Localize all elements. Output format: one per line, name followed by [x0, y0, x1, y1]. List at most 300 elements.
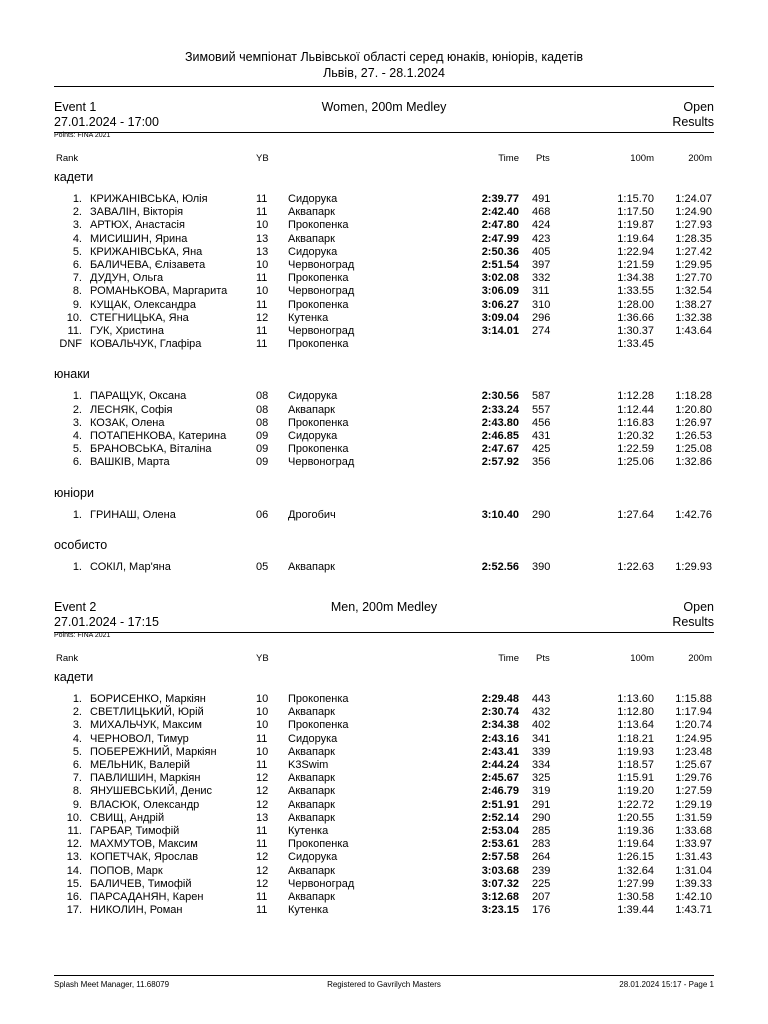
col-pts-header: Pts — [536, 653, 550, 664]
points-cell: 405 — [532, 245, 551, 258]
name-cell: МЕЛЬНИК, Валерій — [90, 759, 191, 771]
event-header-line — [54, 100, 714, 116]
split-200m-cell: 1:24.07 — [675, 193, 712, 205]
rank-cell: 1. — [72, 693, 82, 705]
split-100m-cell: 1:20.55 — [617, 811, 654, 824]
group-title: особисто — [54, 537, 108, 552]
table-row — [54, 706, 714, 719]
name-cell: БАЛИЧЕВА, Єлізавета — [90, 259, 206, 271]
name-cell: КОЗАК, Олена — [90, 416, 165, 429]
event-status: Results — [672, 115, 714, 129]
table-row — [54, 719, 714, 732]
rank-cell: 9. — [72, 298, 82, 311]
club-cell: Кутенка — [288, 311, 329, 324]
club-cell: Червоноград — [288, 259, 355, 271]
split-100m-cell: 1:19.87 — [617, 219, 654, 232]
split-100m-cell: 1:33.45 — [617, 338, 654, 351]
footer-registration: Registered to Gavrilych Masters — [327, 980, 441, 989]
year-cell: 10 — [256, 693, 269, 705]
split-200m-cell: 1:32.54 — [675, 285, 712, 298]
table-row — [54, 338, 714, 351]
split-200m-cell: 1:25.08 — [675, 443, 712, 456]
split-200m-cell: 1:39.33 — [675, 877, 712, 890]
split-100m-cell: 1:18.57 — [617, 759, 654, 771]
table-row — [54, 509, 714, 522]
time-cell: 2:45.67 — [481, 772, 519, 785]
split-100m-cell: 1:19.36 — [617, 825, 654, 837]
split-100m-cell: 1:27.64 — [617, 508, 654, 521]
club-cell: Аквапарк — [288, 560, 335, 573]
split-200m-cell: 1:15.88 — [675, 693, 712, 705]
year-cell: 11 — [256, 732, 268, 745]
club-cell: Аквапарк — [288, 798, 335, 811]
table-row — [54, 430, 714, 443]
year-cell: 08 — [256, 416, 269, 429]
club-cell: K3Swim — [288, 759, 329, 771]
rank-cell: 1. — [72, 193, 82, 205]
time-cell: 3:06.09 — [481, 285, 519, 298]
name-cell: ГУК, Христина — [90, 325, 164, 337]
time-cell: 3:02.08 — [481, 272, 519, 285]
split-200m-cell: 1:32.38 — [675, 311, 712, 324]
col-yb-header: YB — [256, 153, 269, 164]
split-100m-cell: 1:15.91 — [617, 772, 654, 785]
points-cell: 402 — [532, 719, 551, 732]
name-cell: РОМАНЬКОВА, Маргарита — [90, 285, 228, 298]
split-100m-cell: 1:17.50 — [617, 206, 654, 219]
table-row — [54, 799, 714, 812]
points-cell: 397 — [532, 259, 551, 271]
year-cell: 09 — [256, 456, 269, 469]
name-cell: ПАВЛИШИН, Маркіян — [90, 772, 201, 785]
name-cell: ПАРСАДАНЯН, Карен — [90, 891, 204, 903]
rank-cell: 17. — [66, 904, 82, 917]
points-cell: 332 — [532, 272, 551, 285]
col-pts-header: Pts — [536, 153, 550, 164]
footer-rule — [54, 975, 714, 976]
rank-cell: 5. — [72, 245, 82, 258]
rank-cell: 10. — [66, 811, 82, 824]
points-cell: 468 — [532, 206, 551, 219]
table-row — [54, 693, 714, 706]
split-100m-cell: 1:19.93 — [617, 745, 654, 758]
name-cell: СВИЩ, Андрій — [90, 811, 165, 824]
event-category: Open — [683, 600, 714, 614]
table-row — [54, 851, 714, 864]
group-title: юнаки — [54, 367, 90, 382]
year-cell: 05 — [256, 560, 269, 573]
split-200m-cell: 1:18.28 — [675, 390, 712, 403]
time-cell: 2:51.91 — [481, 798, 519, 811]
club-cell: Прокопенка — [288, 443, 349, 456]
split-200m-cell: 1:27.70 — [675, 272, 712, 285]
name-cell: ГРИНАШ, Олена — [90, 508, 176, 521]
rank-cell: 1. — [72, 508, 82, 521]
table-row — [54, 246, 714, 259]
time-cell: 3:07.32 — [481, 877, 519, 890]
rank-cell: 15. — [66, 877, 82, 890]
points-cell: 431 — [532, 430, 551, 442]
split-100m-cell: 1:15.70 — [617, 193, 654, 205]
table-row — [54, 443, 714, 456]
table-row — [54, 325, 714, 338]
year-cell: 10 — [256, 719, 269, 732]
club-cell: Прокопенка — [288, 298, 349, 311]
club-cell: Аквапарк — [288, 206, 335, 219]
split-200m-cell: 1:28.35 — [675, 232, 712, 245]
time-cell: 2:52.56 — [481, 560, 519, 573]
time-cell: 2:34.38 — [481, 719, 519, 732]
points-cell: 285 — [532, 825, 551, 837]
year-cell: 11 — [256, 272, 268, 285]
year-cell: 12 — [256, 785, 269, 798]
rank-cell: 8. — [72, 785, 82, 798]
name-cell: ВАШКІВ, Марта — [90, 456, 170, 469]
points-cell: 424 — [532, 219, 551, 232]
split-100m-cell: 1:19.20 — [617, 785, 654, 798]
table-row — [54, 865, 714, 878]
name-cell: БРАНОВСЬКА, Віталіна — [90, 443, 212, 456]
year-cell: 13 — [256, 232, 269, 245]
points-cell: 283 — [532, 838, 551, 851]
split-200m-cell: 1:20.80 — [675, 403, 712, 416]
split-100m-cell: 1:26.15 — [617, 851, 654, 864]
club-cell: Кутенка — [288, 825, 329, 837]
points-cell: 334 — [532, 759, 551, 771]
name-cell: КОПЕТЧАК, Ярослав — [90, 851, 199, 864]
table-row — [54, 878, 714, 891]
points-cell: 225 — [532, 877, 551, 890]
rank-cell: 1. — [72, 390, 82, 403]
points-cell: 423 — [532, 232, 551, 245]
club-cell: Аквапарк — [288, 864, 335, 877]
name-cell: МАХМУТОВ, Максим — [90, 838, 198, 851]
split-100m-cell: 1:13.60 — [617, 693, 654, 705]
time-cell: 2:29.48 — [481, 693, 519, 705]
name-cell: ЗАВАЛІН, Вікторія — [90, 206, 184, 219]
split-200m-cell: 1:24.90 — [675, 206, 712, 219]
club-cell: Прокопенка — [288, 272, 349, 285]
col-yb-header: YB — [256, 653, 269, 664]
split-100m-cell: 1:13.64 — [617, 719, 654, 732]
rank-cell: 4. — [72, 232, 82, 245]
split-200m-cell: 1:42.76 — [675, 508, 712, 521]
club-cell: Аквапарк — [288, 706, 335, 719]
club-cell: Сидорука — [288, 732, 338, 745]
time-cell: 2:53.61 — [481, 838, 519, 851]
footer-software: Splash Meet Manager, 11.68079 — [54, 980, 170, 989]
year-cell: 10 — [256, 219, 269, 232]
points-cell: 319 — [532, 785, 551, 798]
table-row — [54, 206, 714, 219]
year-cell: 11 — [256, 193, 268, 205]
club-cell: Прокопенка — [288, 338, 349, 351]
name-cell: КРИЖАНІВСЬКА, Юлія — [90, 193, 208, 205]
points-cell: 341 — [532, 732, 551, 745]
split-200m-cell: 1:42.10 — [675, 891, 712, 903]
split-100m-cell: 1:12.28 — [617, 390, 654, 403]
table-row — [54, 417, 714, 430]
rank-cell: 13. — [66, 851, 82, 864]
event-name: Men, 200m Medley — [330, 600, 438, 614]
points-cell: 390 — [532, 560, 551, 573]
table-row — [54, 456, 714, 469]
split-200m-cell: 1:26.53 — [675, 430, 712, 442]
year-cell: 10 — [256, 285, 269, 298]
event-rule — [54, 132, 714, 133]
points-cell: 207 — [532, 891, 551, 903]
name-cell: БАЛИЧЕВ, Тимофій — [90, 877, 192, 890]
points-cell: 176 — [532, 904, 551, 917]
split-200m-cell: 1:38.27 — [675, 298, 712, 311]
name-cell: КРИЖАНІВСЬКА, Яна — [90, 245, 203, 258]
split-200m-cell: 1:32.86 — [675, 456, 712, 469]
points-cell: 274 — [532, 325, 551, 337]
col-200m-header: 200m — [688, 653, 712, 664]
points-cell: 290 — [532, 811, 551, 824]
meet-subtitle: Львів, 27. - 28.1.2024 — [323, 66, 445, 80]
name-cell: АРТЮХ, Анастасія — [90, 219, 185, 232]
points-cell: 311 — [532, 285, 550, 298]
time-cell: 3:12.68 — [481, 891, 519, 903]
year-cell: 11 — [256, 904, 268, 917]
year-cell: 12 — [256, 798, 269, 811]
table-row — [54, 219, 714, 232]
club-cell: Аквапарк — [288, 772, 335, 785]
time-cell: 2:50.36 — [481, 245, 519, 258]
split-100m-cell: 1:30.37 — [617, 325, 654, 337]
time-cell: 2:42.40 — [481, 206, 519, 219]
year-cell: 11 — [256, 325, 268, 337]
points-cell: 239 — [532, 864, 551, 877]
table-row — [54, 812, 714, 825]
club-cell: Аквапарк — [288, 745, 335, 758]
name-cell: СОКІЛ, Мар'яна — [90, 560, 171, 573]
year-cell: 11 — [256, 759, 268, 771]
time-cell: 2:30.74 — [481, 706, 519, 719]
table-row — [54, 404, 714, 417]
club-cell: Аквапарк — [288, 785, 335, 798]
points-cell: 356 — [532, 456, 551, 469]
event-datetime-line — [54, 615, 714, 631]
split-200m-cell: 1:31.04 — [675, 864, 712, 877]
club-cell: Аквапарк — [288, 811, 335, 824]
year-cell: 09 — [256, 443, 269, 456]
table-row — [54, 285, 714, 298]
name-cell: ПОТАПЕНКОВА, Катерина — [90, 430, 227, 442]
name-cell: КУЩАК, Олександра — [90, 298, 196, 311]
event-category: Open — [683, 100, 714, 114]
rank-cell: 2. — [72, 706, 82, 719]
event-header-line — [54, 600, 714, 616]
split-100m-cell: 1:19.64 — [617, 838, 654, 851]
split-100m-cell: 1:22.94 — [617, 245, 654, 258]
event-datetime-line — [54, 115, 714, 131]
meet-title: Зимовий чемпіонат Львівської області серед юнаків, юніорів, кадетів — [184, 50, 584, 64]
column-headers — [54, 153, 714, 165]
club-cell: Прокопенка — [288, 219, 349, 232]
rank-cell: 7. — [72, 772, 82, 785]
split-200m-cell: 1:29.93 — [675, 560, 712, 573]
event-datetime: 27.01.2024 - 17:00 — [54, 115, 159, 129]
club-cell: Червоноград — [288, 325, 355, 337]
rank-cell: 3. — [72, 416, 82, 429]
table-row — [54, 312, 714, 325]
year-cell: 13 — [256, 811, 269, 824]
column-headers — [54, 653, 714, 665]
name-cell: ЯНУШЕВСЬКИЙ, Денис — [90, 785, 213, 798]
table-row — [54, 390, 714, 403]
time-cell: 2:39.77 — [481, 193, 519, 205]
points-cell: 325 — [532, 772, 551, 785]
split-200m-cell: 1:27.42 — [675, 245, 712, 258]
year-cell: 11 — [256, 825, 268, 837]
year-cell: 11 — [256, 891, 268, 903]
time-cell: 2:47.67 — [481, 443, 519, 456]
table-row — [54, 838, 714, 851]
points-cell: 425 — [532, 443, 551, 456]
time-cell: 2:52.14 — [481, 811, 519, 824]
year-cell: 12 — [256, 311, 269, 324]
points-cell: 432 — [532, 706, 551, 719]
rank-cell: 2. — [72, 403, 82, 416]
split-200m-cell: 1:17.94 — [675, 706, 712, 719]
split-100m-cell: 1:36.66 — [617, 311, 654, 324]
year-cell: 12 — [256, 772, 269, 785]
event-datetime: 27.01.2024 - 17:15 — [54, 615, 159, 629]
points-cell: 264 — [532, 851, 551, 864]
split-100m-cell: 1:32.64 — [617, 864, 654, 877]
time-cell: 2:44.24 — [481, 759, 519, 771]
page-footer — [54, 980, 714, 990]
group-title: кадети — [54, 670, 94, 684]
name-cell: ЛЕСНЯК, Софія — [90, 403, 173, 416]
col-rank-header: Rank — [56, 653, 79, 664]
year-cell: 10 — [256, 259, 269, 271]
name-cell: КОВАЛЬЧУК, Глафіра — [90, 338, 202, 351]
event-number: Event 2 — [54, 600, 97, 614]
club-cell: Червоноград — [288, 285, 355, 298]
split-100m-cell: 1:22.72 — [617, 798, 654, 811]
year-cell: 11 — [256, 298, 268, 311]
rank-cell: 3. — [72, 719, 82, 732]
table-row — [54, 904, 714, 917]
rank-cell: 11. — [67, 825, 82, 837]
header-rule — [54, 86, 714, 87]
year-cell: 12 — [256, 851, 269, 864]
club-cell: Сидорука — [288, 193, 338, 205]
name-cell: ДУДУН, Ольга — [90, 272, 164, 285]
table-row — [54, 746, 714, 759]
points-cell: 290 — [532, 508, 551, 521]
rank-cell: 1. — [72, 560, 82, 573]
time-cell: 2:47.99 — [481, 232, 519, 245]
points-cell: 296 — [532, 311, 551, 324]
split-100m-cell: 1:39.44 — [617, 904, 654, 917]
rank-cell: 9. — [72, 798, 82, 811]
time-cell: 2:51.54 — [481, 259, 519, 271]
event-number: Event 1 — [54, 100, 97, 114]
club-cell: Червоноград — [288, 456, 355, 469]
year-cell: 11 — [256, 838, 268, 851]
rank-cell: 6. — [72, 456, 82, 469]
rank-cell: 10. — [66, 311, 82, 324]
group-title: юніори — [54, 485, 94, 500]
rank-cell: 16. — [66, 891, 82, 903]
group-title: кадети — [54, 170, 94, 184]
points-system: Points: FINA 2021 — [54, 632, 111, 639]
table-row — [54, 561, 714, 574]
name-cell: СВЕТЛИЦЬКИЙ, Юрій — [90, 706, 204, 719]
club-cell: Кутенка — [288, 904, 329, 917]
name-cell: БОРИСЕНКО, Маркіян — [90, 693, 206, 705]
points-cell: 456 — [532, 416, 551, 429]
name-cell: МИСИШИН, Ярина — [90, 232, 188, 245]
footer-page-info: 28.01.2024 15:17 - Page 1 — [619, 980, 714, 989]
time-cell: 3:06.27 — [481, 298, 519, 311]
split-200m-cell: 1:33.68 — [675, 825, 712, 837]
split-200m-cell: 1:43.64 — [675, 325, 712, 337]
split-200m-cell: 1:24.95 — [675, 732, 712, 745]
split-200m-cell: 1:29.95 — [675, 259, 712, 271]
col-200m-header: 200m — [688, 153, 712, 164]
table-row — [54, 272, 714, 285]
club-cell: Аквапарк — [288, 891, 335, 903]
year-cell: 11 — [256, 206, 268, 219]
rank-cell: 6. — [72, 259, 82, 271]
col-time-header: Time — [498, 153, 519, 164]
table-row — [54, 259, 714, 272]
club-cell: Аквапарк — [288, 232, 335, 245]
split-100m-cell: 1:22.59 — [617, 443, 654, 456]
club-cell: Червоноград — [288, 877, 355, 890]
split-100m-cell: 1:20.32 — [617, 430, 654, 442]
time-cell: 2:47.80 — [481, 219, 519, 232]
split-200m-cell: 1:31.59 — [675, 811, 712, 824]
event-status: Results — [672, 615, 714, 629]
points-cell: 291 — [532, 798, 551, 811]
year-cell: 13 — [256, 245, 269, 258]
club-cell: Сидорука — [288, 245, 338, 258]
split-200m-cell: 1:20.74 — [675, 719, 712, 732]
table-row — [54, 772, 714, 785]
club-cell: Сидорука — [288, 851, 338, 864]
time-cell: 2:33.24 — [481, 403, 519, 416]
split-200m-cell: 1:43.71 — [675, 904, 712, 917]
split-200m-cell: 1:29.76 — [675, 772, 712, 785]
split-200m-cell: 1:33.97 — [675, 838, 712, 851]
table-row — [54, 785, 714, 798]
split-100m-cell: 1:18.21 — [617, 732, 654, 745]
split-100m-cell: 1:33.55 — [617, 285, 654, 298]
event-rule — [54, 632, 714, 633]
split-100m-cell: 1:16.83 — [617, 416, 654, 429]
split-100m-cell: 1:27.99 — [617, 877, 654, 890]
split-100m-cell: 1:12.44 — [617, 403, 654, 416]
split-200m-cell: 1:27.59 — [675, 785, 712, 798]
name-cell: НИКОЛИН, Роман — [90, 904, 183, 917]
rank-cell: 5. — [72, 745, 82, 758]
rank-cell: 5. — [72, 443, 82, 456]
split-200m-cell: 1:29.19 — [675, 798, 712, 811]
rank-cell: 8. — [72, 285, 82, 298]
points-cell: 339 — [532, 745, 551, 758]
table-row — [54, 733, 714, 746]
split-200m-cell: 1:23.48 — [675, 745, 712, 758]
rank-cell: 2. — [72, 206, 82, 219]
rank-cell: 6. — [72, 759, 82, 771]
name-cell: ЧЕРНОВОЛ, Тимур — [90, 732, 189, 745]
